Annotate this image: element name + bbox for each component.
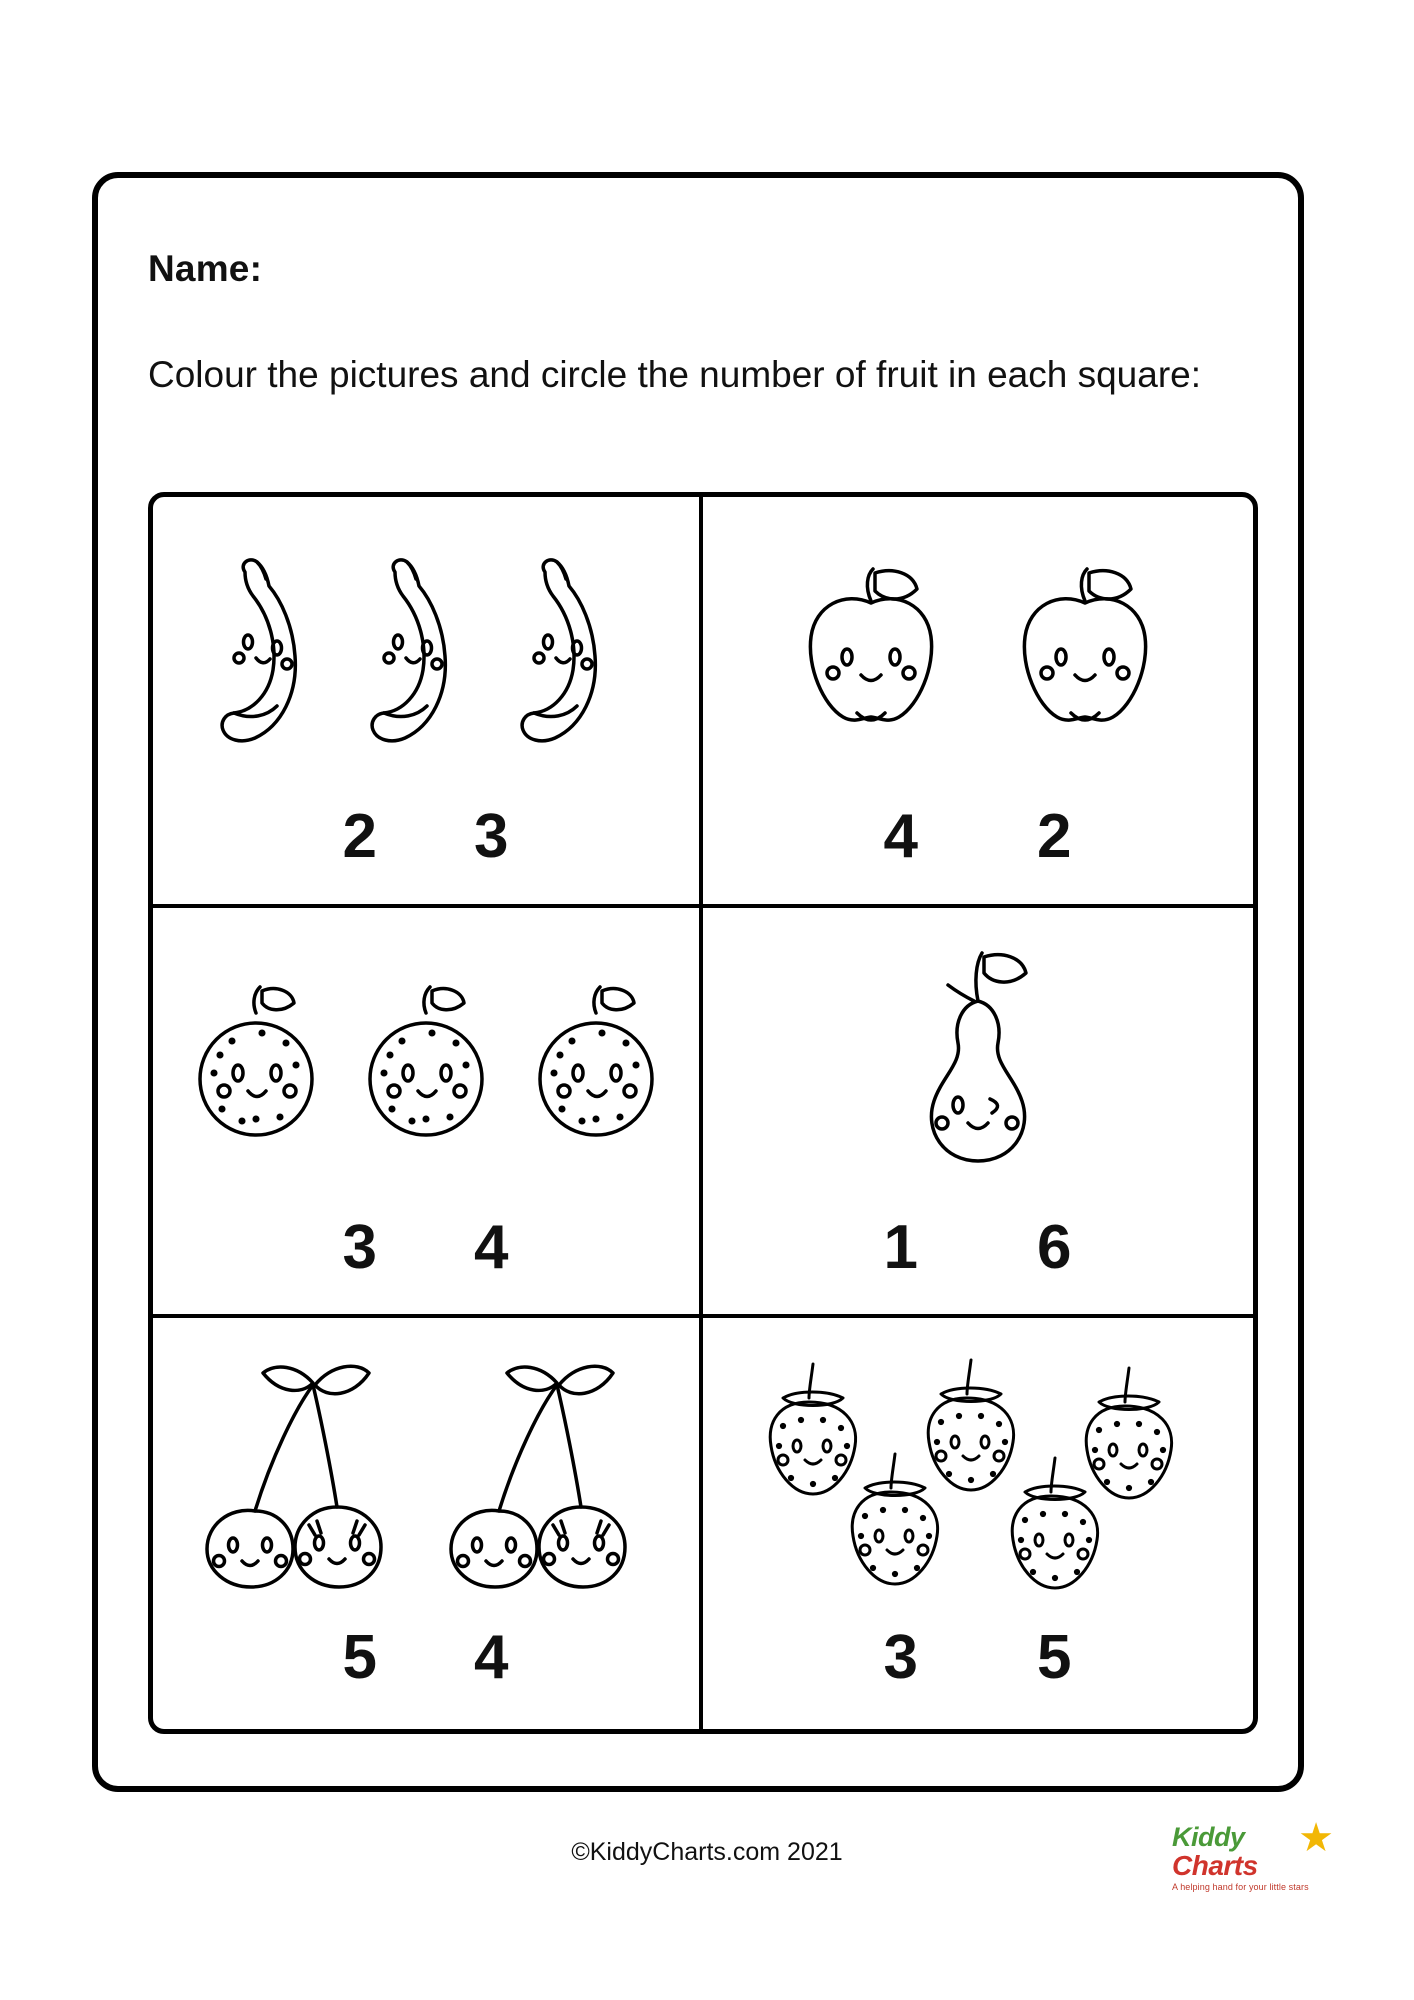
banana-icon (351, 538, 501, 768)
grid-cell-oranges (153, 908, 703, 1319)
logo-word-top: Kiddy (1172, 1822, 1245, 1852)
orange-icon (176, 969, 336, 1159)
answer-option[interactable]: 1 (883, 1212, 919, 1282)
answer-option[interactable]: 4 (883, 802, 919, 871)
instruction-text: Colour the pictures and circle the number of fruit in each square: (148, 354, 1202, 395)
answer-options-strawberries (884, 1622, 1073, 1693)
answer-option[interactable]: 3 (474, 802, 510, 871)
strawberry-group (703, 1328, 1253, 1620)
answer-option[interactable]: 4 (474, 1623, 510, 1693)
answer-options-oranges (343, 1212, 510, 1283)
answer-option[interactable]: 2 (1037, 802, 1073, 871)
banana-icon (201, 538, 351, 768)
star-icon: ★ (1298, 1816, 1334, 1860)
strawberry-cluster-icon (743, 1344, 1213, 1604)
answer-option[interactable]: 2 (342, 802, 378, 871)
answer-options-pear (884, 1212, 1073, 1283)
copyright-footer: ©KiddyCharts.com 2021 (571, 1838, 843, 1866)
answer-options-apples (884, 801, 1073, 872)
pear-icon (878, 939, 1078, 1189)
fruit-grid (148, 492, 1258, 1734)
orange-icon (516, 969, 676, 1159)
answer-option[interactable]: 6 (1037, 1212, 1073, 1282)
apple-icon (781, 553, 961, 753)
grid-cell-cherries (153, 1318, 703, 1729)
grid-cell-bananas (153, 497, 703, 908)
orange-group (153, 918, 699, 1210)
kiddycharts-logo (1166, 1812, 1336, 1904)
grid-cell-pear (703, 908, 1253, 1319)
answer-option[interactable]: 3 (342, 1212, 378, 1282)
grid-cell-strawberries (703, 1318, 1253, 1729)
cherry-pair-icon (433, 1349, 663, 1599)
answer-option[interactable]: 3 (883, 1623, 919, 1693)
banana-group (153, 507, 699, 799)
answer-option[interactable]: 5 (342, 1623, 378, 1693)
answer-options-bananas (343, 801, 510, 872)
logo-word-bottom: Charts (1172, 1850, 1258, 1881)
apple-group (703, 507, 1253, 799)
answer-options-cherries (343, 1622, 510, 1693)
cherry-pair-icon (189, 1349, 419, 1599)
answer-option[interactable]: 5 (1037, 1623, 1073, 1693)
cherry-group (153, 1328, 699, 1620)
name-label: Name: (148, 248, 263, 289)
pear-group (703, 918, 1253, 1210)
logo-tagline: A helping hand for your little stars (1172, 1882, 1309, 1892)
answer-option[interactable]: 4 (474, 1212, 510, 1282)
orange-icon (346, 969, 506, 1159)
grid-cell-apples (703, 497, 1253, 908)
apple-icon (995, 553, 1175, 753)
banana-icon (501, 538, 651, 768)
